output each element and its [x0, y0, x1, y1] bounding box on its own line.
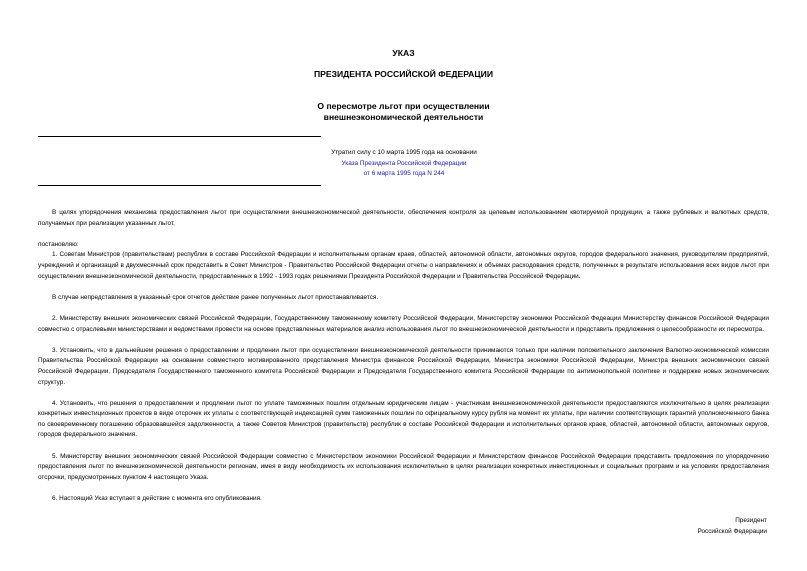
- signature-line-2: Российской Федерации: [697, 528, 767, 535]
- issuer-heading: ПРЕЗИДЕНТА РОССИЙСКОЙ ФЕДЕРАЦИИ: [313, 69, 494, 79]
- repeal-link-line-2[interactable]: от 6 марта 1995 года N 244: [363, 170, 445, 177]
- paragraph-1: 1. Советам Министров (правительствам) республик в составе Российской Федерации и исполнительным органам краев, областей, автономной области, автономных округов, городов федерального значения, руководителям предприятий, учреждений и организаций в двухмесячный срок представить в Совет Министров - Правительство Российской Федерации отчеты о направлениях и объемах расходования средств, полученных в результате использования всех видов льгот при осуществлении внешнеэкономической деятельности, предоставленных в 1992 - 1993 годах решениями Президента Российской Федерации и Правительства Российской Федерации.: [38, 251, 769, 280]
- paragraph-4: 4. Установить, что решения о предоставлении и продлении льгот по уплате таможенных пошлин отдельным юридическим лицам - участникам внешнеэкономической деятельности предоставляются исключительно в целях реализации конкретных инвестиционных проектов в виде отсрочек их уплаты с соответствующей индексацией сумм таможенных пошлин по официальному курсу рубля на момент их уплаты, при наличии соответствующих гарантий уполномоченного банка по своевременному погашению образовавшейся задолженности, а также Советов Министров (правительств) республик в составе Российской Федерации и исполнительных органов краев, областей, автономной области, автономных округов, городов федерального значения.: [38, 399, 769, 439]
- paragraph-6: 6. Настоящий Указ вступает в действие с момента его опубликования.: [52, 495, 262, 503]
- document-title: [0, 101, 807, 123]
- divider-bottom: [38, 185, 321, 186]
- document-body: [38, 208, 769, 505]
- doc-type-heading: УКАЗ: [392, 48, 415, 58]
- paragraph-1b: В случае непредставления в указанный срок отчетов действие ранее полученных льгот приостанавливается.: [52, 293, 379, 301]
- paragraph-2: 2. Министерству внешних экономических связей Российской Федерации, Государственному таможенному комитету Российской Федерации, Министерству экономики Российской Федеации Министерству финансов Российской Федерации совместно с отраслевыми министерствами и ведомствами провести на основе представленных материалов анализ использования льгот по внешнеэкономической деятельности и представить предложения о целесообразности их пересмотра.: [38, 314, 769, 333]
- signature-line-1: Президент: [735, 517, 767, 524]
- decree-word: постановляю:: [38, 240, 79, 248]
- repeal-link-line-1[interactable]: Указа Президента Российской Федерации: [341, 159, 467, 167]
- preamble-paragraph: В целях упорядочения механизма предоставления льгот при осуществлении внешнеэкономической деятельности, обеспечения контроля за целевым использованием квотируемой продукции, а также рублевых и валютных средств, получаемых при реализации указанных льгот,: [38, 209, 769, 227]
- lapsed-text: Утратил силу с 10 марта 1995 года на основании: [331, 149, 477, 156]
- divider-top: [38, 136, 321, 137]
- title-line-1: О пересмотре льгот при осуществлении: [317, 101, 490, 111]
- status-note: [304, 148, 504, 180]
- title-line-2: внешнеэкономической деятельности: [323, 112, 484, 122]
- paragraph-3: 3. Установить, что в дальнейшем решения о предоставлении и продлении льгот при осуществлении внешнеэкономической деятельности принимаются только при наличии положительного заключения Валютно-экономической комиссии Правительства Российской Федерации на основании совместного мотивированного представления Министра финансов Российской Федерации, Министра экономики Российской Федерации, Министра внешних экономических связей Российской Федерации, Председателя Государственного таможенного комитета Российской Федерации и Председателя Государственного комитета Российской Федерации по антимонопольной политике и поддержке новых экономических структур.: [38, 346, 769, 386]
- paragraph-5: 5. Министерству внешних экономических связей Российской Федерации совместно с Министерством экономики Российской Федерации и Министерством финансов Российской Федерации представить предложения по упорядочению предоставления льгот по внешнеэкономической деятельности регионам, имея в виду необходимость их использования исключительно в целях реализации конкретных инвестиционных и социальных программ и на условиях предоставления отсрочки, предусмотренных пунктом 4 настоящего Указа.: [38, 452, 769, 481]
- signature-block: [698, 515, 768, 537]
